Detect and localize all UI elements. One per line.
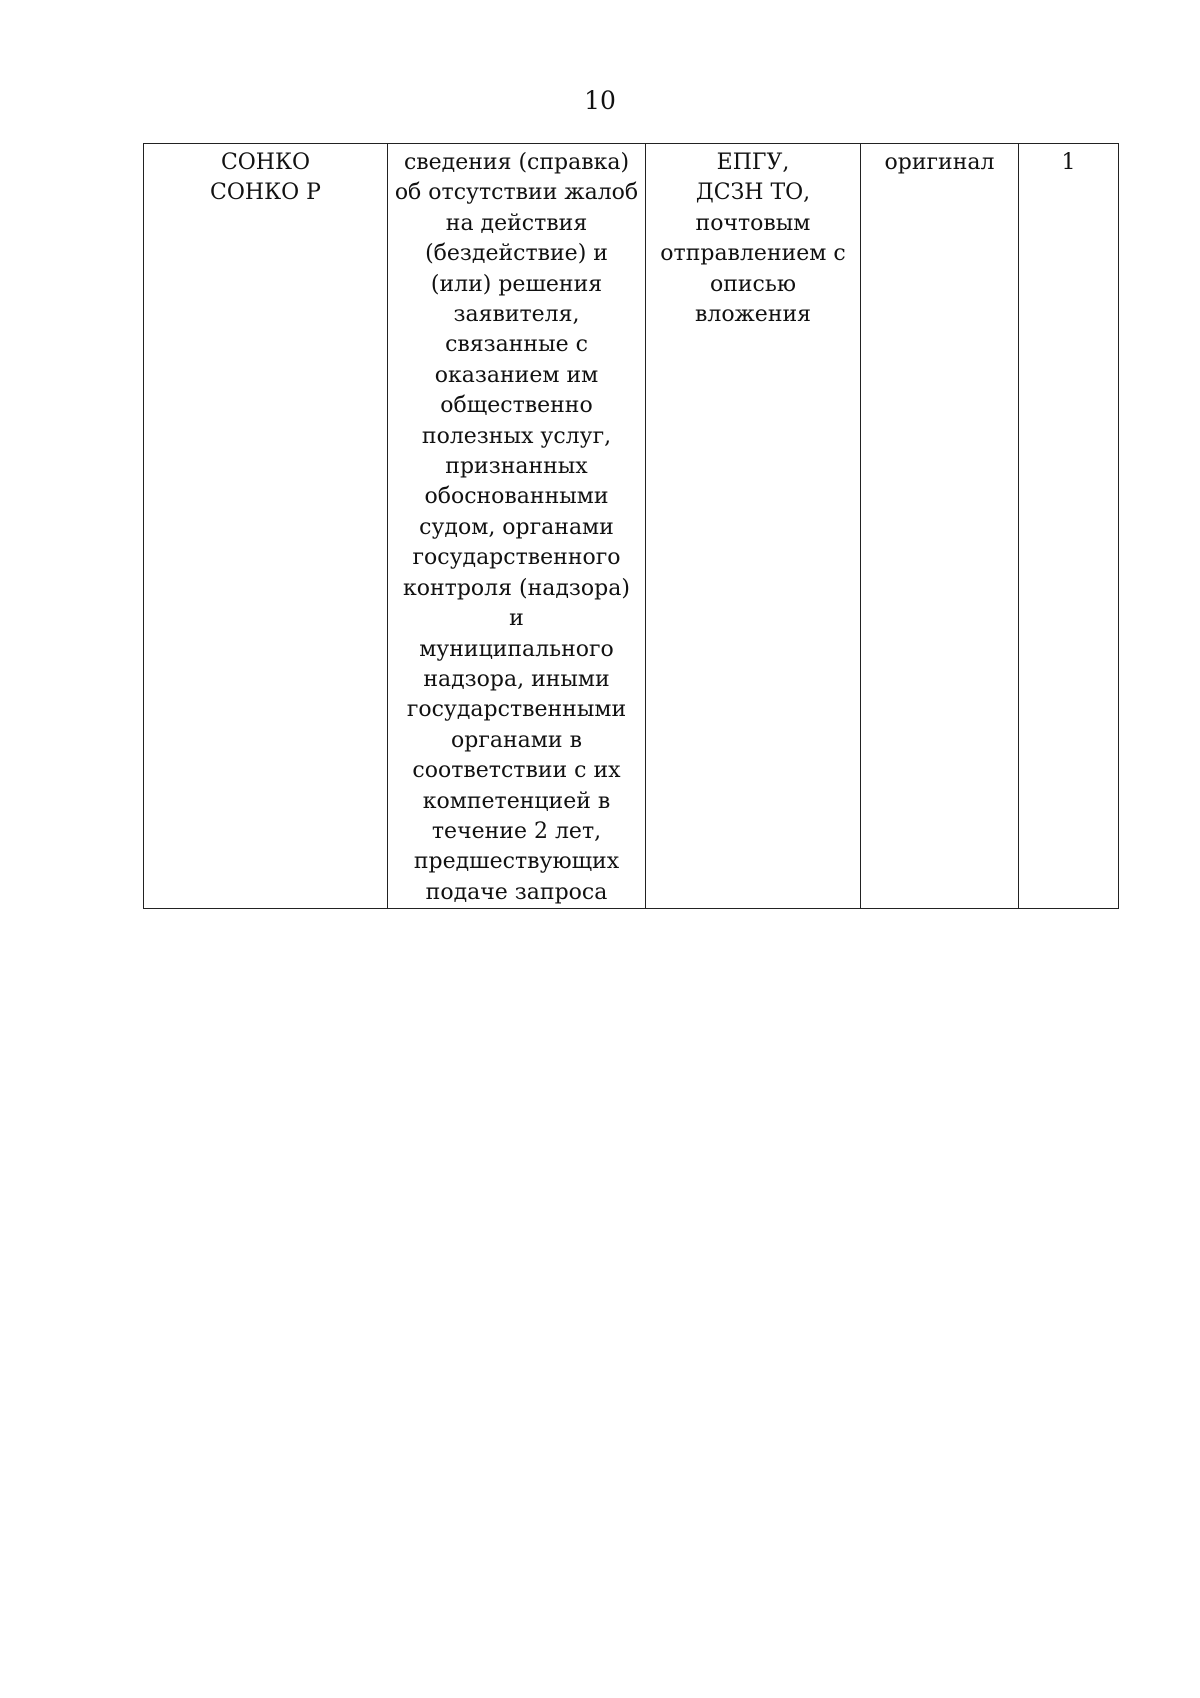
cell-quantity: 1	[1019, 144, 1119, 909]
documents-table	[143, 143, 1119, 909]
cell-form: оригинал	[861, 144, 1019, 909]
page-number: 10	[584, 86, 616, 115]
cell-document: сведения (справка) об отсутствии жалоб на действия (бездействие) и (или) решения заявителя, связанные с оказанием им общественно полезных услуг, признанных обоснованными судом, органами государственного контроля (надзора) и муниципального надзора, иными государственными органами в соответствии с их компетенцией в течение 2 лет, предшествующих подаче запроса	[388, 144, 646, 909]
table-row	[144, 144, 1119, 909]
cell-source: ЕПГУ, ДСЗН ТО, почтовым отправлением с описью вложения	[646, 144, 861, 909]
cell-category: СОНКО СОНКО Р	[144, 144, 388, 909]
